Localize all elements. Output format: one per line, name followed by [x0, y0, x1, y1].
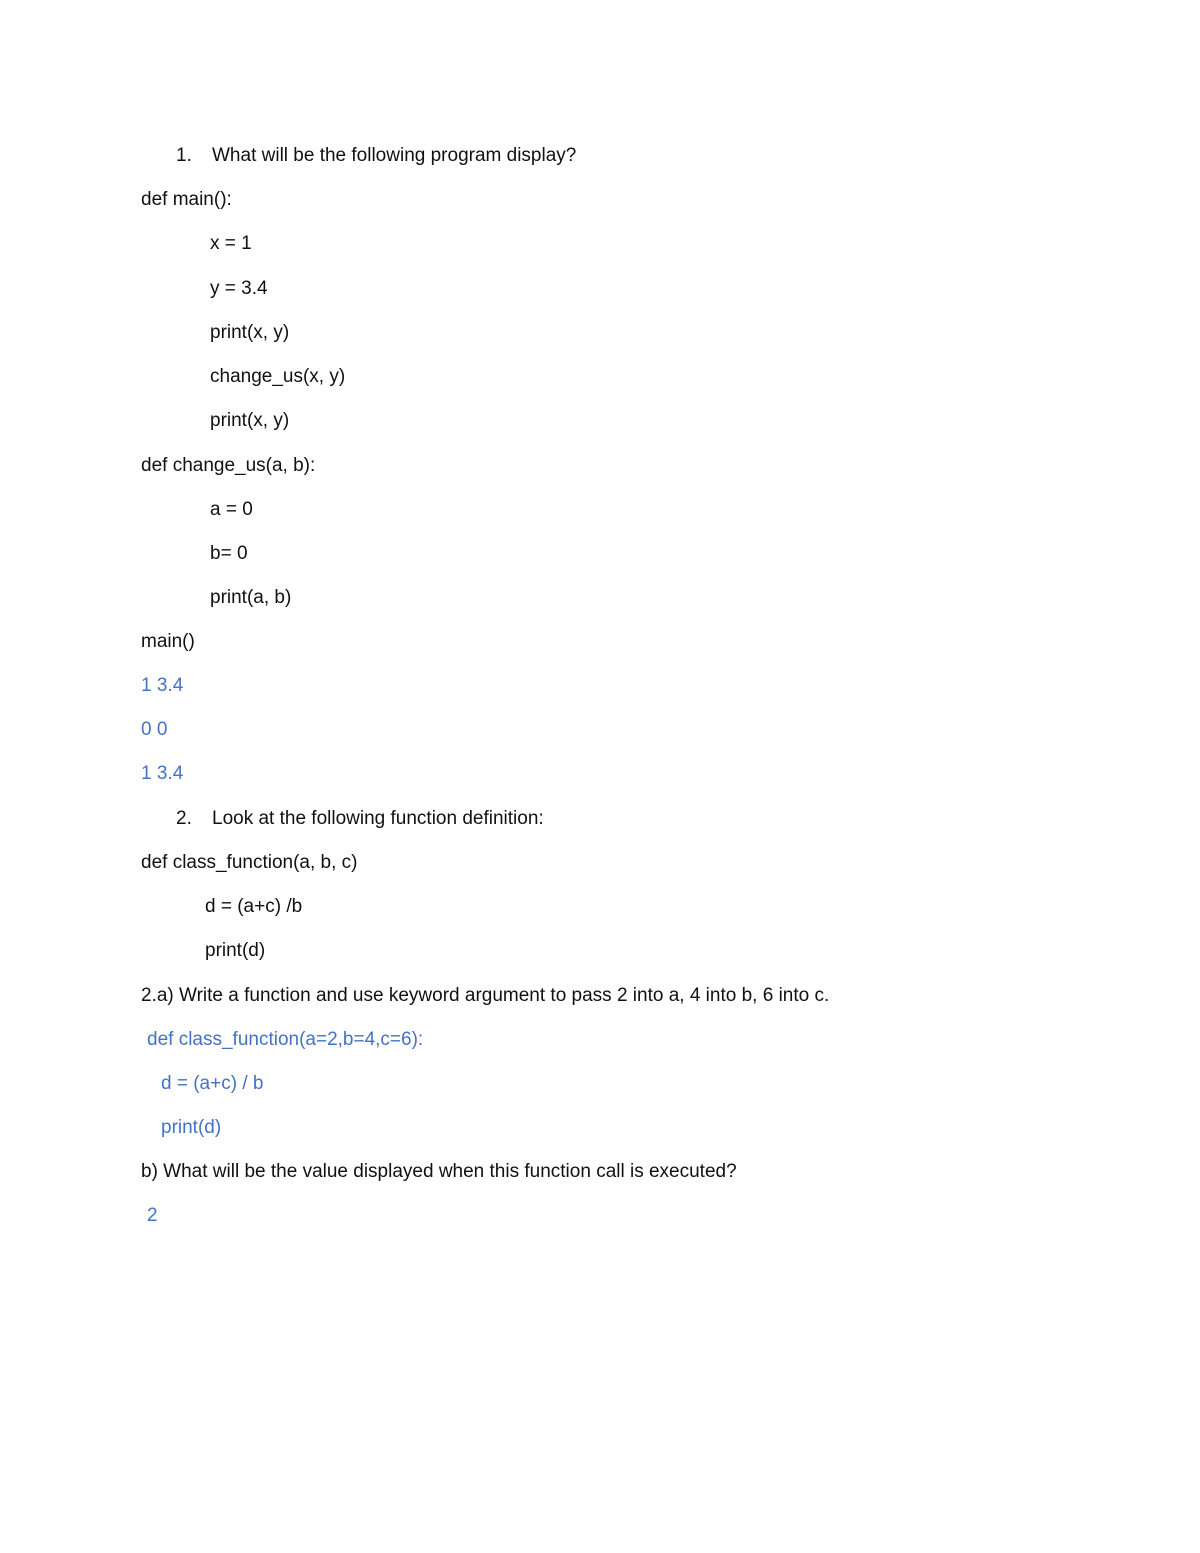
code-print-xy-1: print(x, y) — [210, 322, 290, 343]
question-2b-prompt: b) What will be the value displayed when this function call is executed? — [141, 1161, 737, 1182]
answer-2a-d-line: d = (a+c) / b — [161, 1073, 264, 1094]
code-b-assign: b= 0 — [210, 543, 248, 564]
code-x-assign: x = 1 — [210, 233, 252, 254]
code-def-main: def main(): — [141, 189, 232, 210]
code-print-ab: print(a, b) — [210, 587, 292, 608]
code-d-assign: d = (a+c) /b — [205, 896, 303, 917]
answer-1-line-1: 1 3.4 — [141, 675, 184, 696]
answer-2a-print-line: print(d) — [161, 1117, 222, 1138]
answer-1-line-2: 0 0 — [141, 719, 168, 740]
code-print-xy-2: print(x, y) — [210, 410, 290, 431]
answer-2a-def-line: def class_function(a=2,b=4,c=6): — [147, 1029, 424, 1050]
question-2a-prompt: 2.a) Write a function and use keyword argument to pass 2 into a, 4 into b, 6 into c. — [141, 985, 830, 1006]
code-call-change-us: change_us(x, y) — [210, 366, 346, 387]
question-1-prompt: What will be the following program display? — [212, 145, 577, 166]
question-2-number: 2. — [176, 808, 192, 829]
question-2-prompt: Look at the following function definition: — [212, 808, 544, 829]
code-y-assign: y = 3.4 — [210, 278, 268, 299]
code-def-class-function: def class_function(a, b, c) — [141, 852, 358, 873]
answer-2b-value: 2 — [147, 1205, 158, 1226]
code-print-d: print(d) — [205, 940, 266, 961]
code-def-change-us: def change_us(a, b): — [141, 455, 316, 476]
question-1-number: 1. — [176, 145, 192, 166]
code-a-assign: a = 0 — [210, 499, 253, 520]
code-main-call: main() — [141, 631, 195, 652]
answer-1-line-3: 1 3.4 — [141, 763, 184, 784]
